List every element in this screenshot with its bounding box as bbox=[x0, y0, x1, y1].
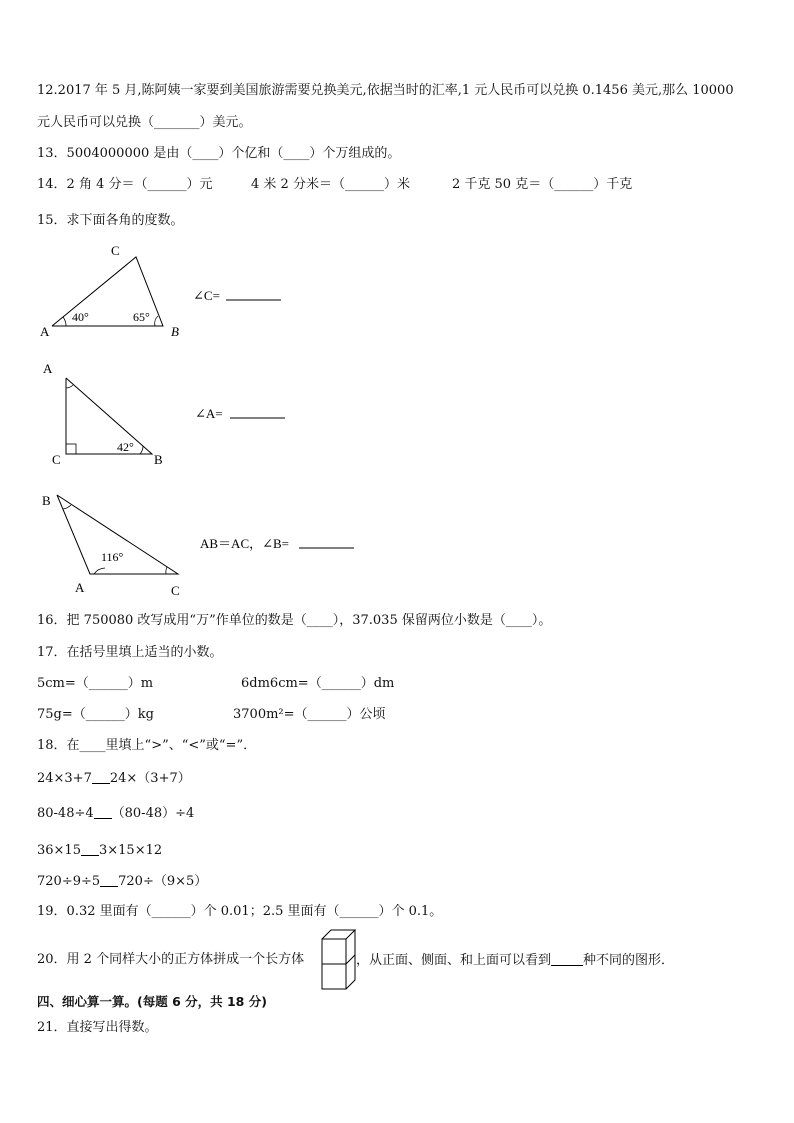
tri3-label-B: B bbox=[42, 493, 51, 508]
q20-after-text: ，从正面、侧面、和上面可以看到 bbox=[356, 953, 552, 968]
tri3-label-C: C bbox=[171, 583, 180, 598]
q21: 21．直接写出得数。 bbox=[37, 1020, 158, 1035]
q17-stem: 17．在括号里填上适当的小数。 bbox=[37, 645, 223, 660]
triangle-1 bbox=[40, 243, 281, 339]
q14-a: 14．2 角 4 分＝（______）元 bbox=[37, 177, 213, 192]
q20-after bbox=[356, 951, 674, 970]
triangle-2 bbox=[43, 361, 285, 467]
q18-row-2 bbox=[37, 804, 194, 823]
q13: 13．5004000000 是由（____）个亿和（____）个万组成的。 bbox=[37, 146, 401, 161]
q18-row-1 bbox=[37, 769, 191, 788]
cuboid-figure bbox=[322, 930, 355, 989]
tri1-question: ∠C= bbox=[193, 288, 220, 303]
q16: 16．把 750080 改写成用“万”作单位的数是（____），37.035 保留两位小数是（____）。 bbox=[37, 613, 552, 628]
q18-row-1-right: 24×（3+7） bbox=[109, 771, 191, 786]
tri3-label-A: A bbox=[75, 580, 85, 595]
q18-row-4-blank[interactable] bbox=[100, 872, 118, 887]
tri1-label-A: A bbox=[40, 324, 50, 339]
q15-stem: 15．求下面各角的度数。 bbox=[37, 213, 184, 228]
q19: 19．0.32 里面有（______）个 0.01；2.5 里面有（______）个 0.1。 bbox=[37, 904, 443, 919]
q18-row-2-right: （80-48）÷4 bbox=[111, 806, 195, 821]
q17-a: 5cm=（______）m bbox=[37, 676, 154, 691]
q18-row-4 bbox=[37, 872, 207, 891]
tri2-label-A: A bbox=[43, 361, 53, 376]
q18-row-3 bbox=[37, 841, 162, 860]
q18-row-1-blank[interactable] bbox=[92, 769, 110, 784]
tri1-label-B: B bbox=[171, 324, 179, 339]
triangle-3 bbox=[42, 493, 354, 598]
q17-c: 75g=（______）kg bbox=[37, 707, 154, 722]
tri1-label-C: C bbox=[111, 243, 120, 258]
q18-row-4-right: 720÷（9×5） bbox=[118, 874, 208, 889]
q18-row-3-right: 3×15×12 bbox=[98, 843, 163, 858]
tri3-question: AB＝AC，∠B= bbox=[200, 536, 290, 551]
q18-stem: 18．在____里填上“>”、“<”或“=”． bbox=[37, 738, 257, 753]
tri2-label-C: C bbox=[52, 452, 61, 467]
q17-d: 3700m²=（______）公顷 bbox=[233, 707, 386, 722]
q20-before: 20．用 2 个同样大小的正方体拼成一个长方体 bbox=[37, 952, 305, 967]
q20-end-text: 种不同的图形． bbox=[583, 953, 675, 968]
q12-line2: 元人民币可以兑换（_______）美元。 bbox=[37, 115, 252, 130]
q18-row-2-blank[interactable] bbox=[94, 804, 112, 819]
q12-line1: 12.2017 年 5 月,陈阿姨一家要到美国旅游需要兑换美元,依据当时的汇率,1 元人民币可以兑换 0.1456 美元,那么 10000 bbox=[37, 83, 734, 98]
q18-row-3-blank[interactable] bbox=[81, 841, 99, 856]
q18-row-2-left: 80-48÷4 bbox=[37, 806, 94, 821]
tri1-angle-A: 40° bbox=[72, 310, 89, 324]
tri1-angle-B: 65° bbox=[133, 310, 150, 324]
q20-answer-blank[interactable] bbox=[551, 951, 583, 966]
q14-b: 4 米 2 分米＝（______）米 bbox=[251, 177, 410, 192]
q17-b: 6dm6cm=（______）dm bbox=[241, 676, 395, 691]
section-4-heading: 四、细心算一算。(每题 6 分，共 18 分) bbox=[37, 994, 267, 1009]
tri3-angle-A: 116° bbox=[101, 550, 124, 564]
tri2-angle-B: 42° bbox=[117, 440, 134, 454]
q14-c: 2 千克 50 克＝（______）千克 bbox=[452, 177, 633, 192]
tri2-question: ∠A= bbox=[195, 406, 223, 421]
q18-row-4-left: 720÷9÷5 bbox=[37, 874, 101, 889]
tri2-label-B: B bbox=[154, 452, 163, 467]
q18-row-1-left: 24×3+7 bbox=[37, 771, 92, 786]
q18-row-3-left: 36×15 bbox=[37, 843, 81, 858]
